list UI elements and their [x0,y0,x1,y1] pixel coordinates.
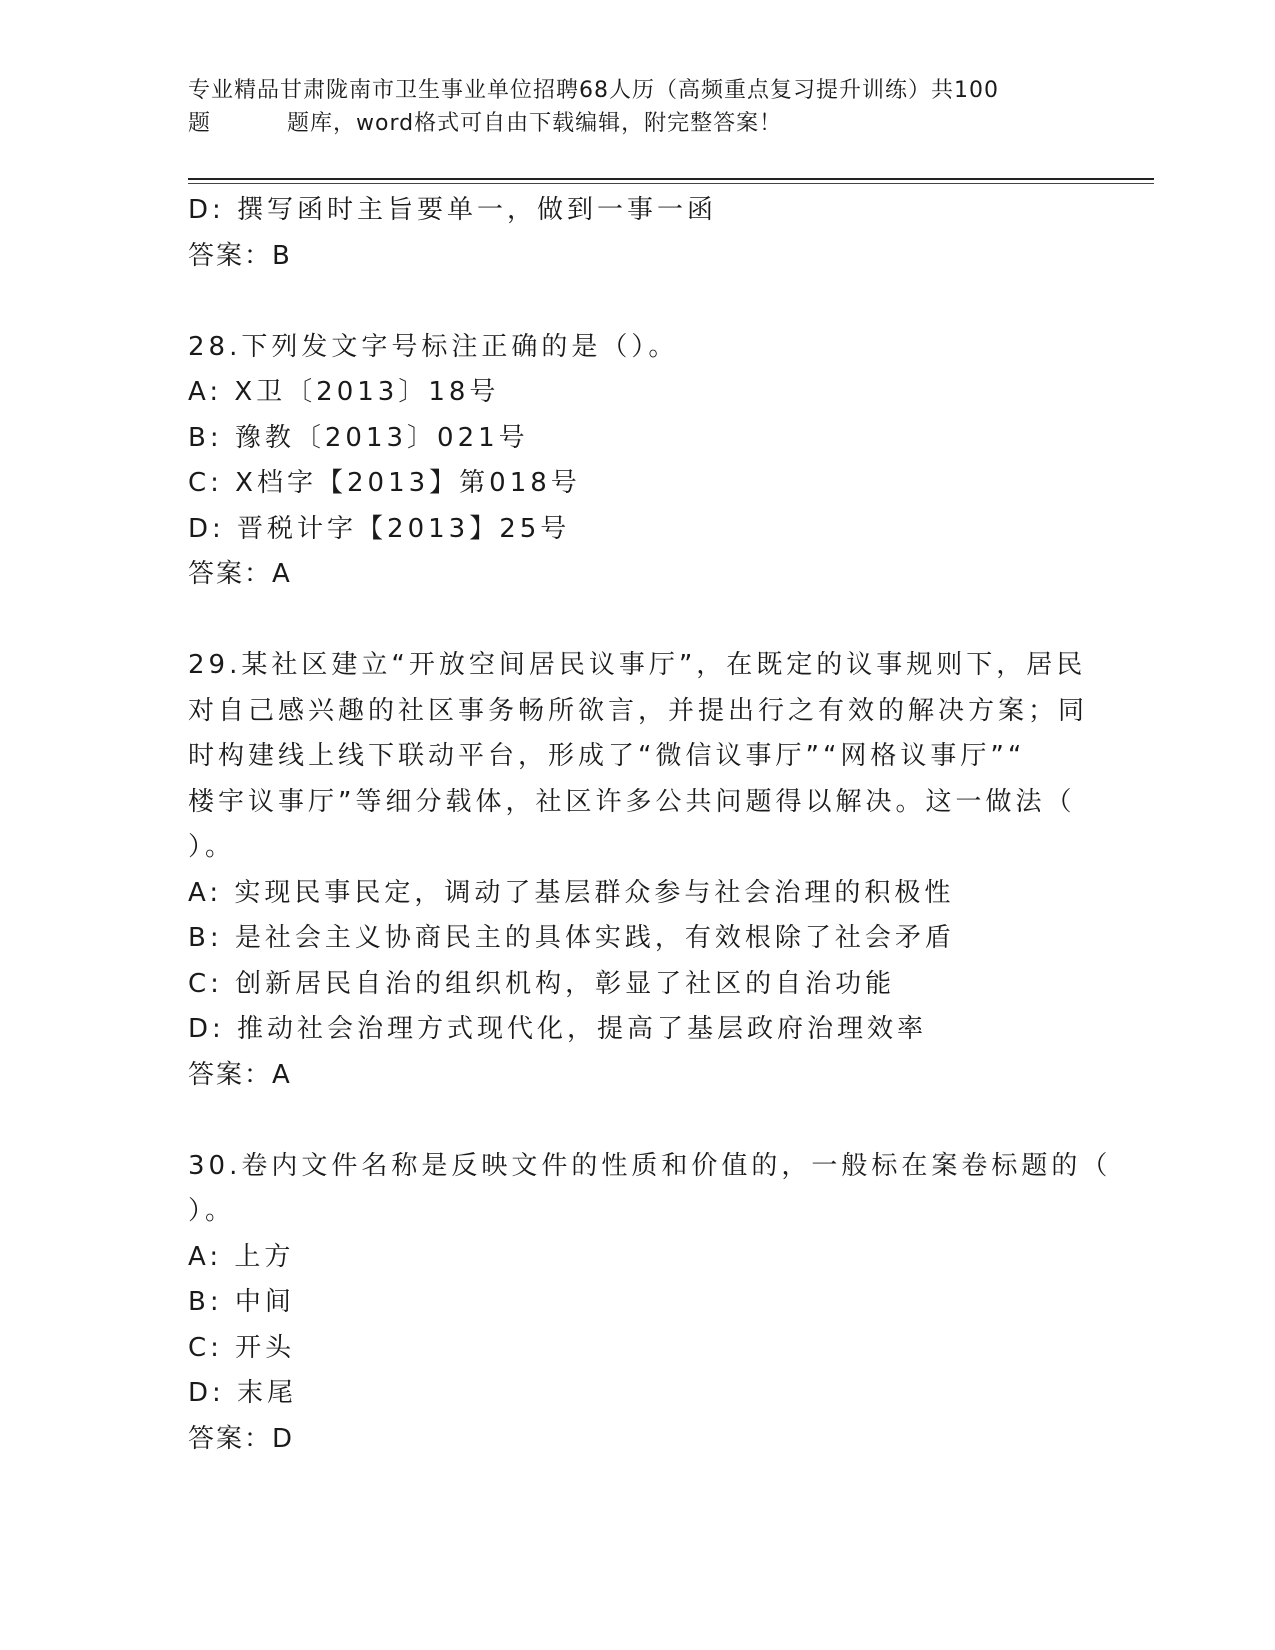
option-c: C: X档字【2013】第018号 [188,468,581,498]
option-d: D: 撰写函时主旨要单一，做到一事一函 [188,195,718,225]
question-stem: ）。 [188,1196,236,1226]
document-header [188,74,1088,140]
question-28 [188,325,1088,598]
option-a: A: X卫〔2013〕18号 [188,377,500,407]
header-title-line-2 [188,107,1088,140]
option-b: B: 豫教〔2013〕021号 [188,422,529,453]
previous-question-tail [188,188,1088,279]
question-stem: ）。 [188,832,236,862]
question-content [188,188,1112,1462]
header-title-fragment: 题 [188,111,212,136]
question-stem: 对自己感兴趣的社区事务畅所欲言，并提出行之有效的解决方案；同 [188,695,1089,726]
question-stem: 楼宇议事厅”等细分载体，社区许多公共问题得以解决。这一做法（ [188,786,1076,817]
question-stem: 30.卷内文件名称是反映文件的性质和价值的，一般标在案卷标题的（ [188,1150,1112,1181]
option-d: D: 推动社会治理方式现代化，提高了基层政府治理效率 [188,1014,928,1044]
header-divider-thin [188,183,1154,184]
answer-line: 答案：A [188,559,292,589]
option-d: D: 晋税计字【2013】25号 [188,513,571,544]
option-c: C: 开头 [188,1332,296,1363]
answer-line: 答案：D [188,1423,295,1454]
option-a: A: 上方 [188,1241,295,1272]
question-stem: 29.某社区建立“开放空间居民议事厅”，在既定的议事规则下，居民 [188,650,1087,680]
header-divider-thick [188,178,1154,180]
answer-line: 答案：A [188,1059,292,1090]
answer-line: 答案：B [188,240,292,271]
option-b: B: 是社会主义协商民主的具体实践，有效根除了社会矛盾 [188,923,955,953]
option-b: B: 中间 [188,1287,295,1317]
header-title-subtitle: 题库，word格式可自由下载编辑，附完整答案！ [287,111,783,136]
question-29 [188,643,1088,1098]
option-d: D: 末尾 [188,1378,298,1408]
option-a: A: 实现民事民定，调动了基层群众参与社会治理的积极性 [188,877,955,908]
question-stem: 时构建线上线下联动平台，形成了“微信议事厅”“网格议事厅”“ [188,741,1026,771]
question-stem: 28.下列发文字号标注正确的是（）。 [188,331,679,362]
option-c: C: 创新居民自治的组织机构，彰显了社区的自治功能 [188,968,896,999]
question-30 [188,1144,1112,1463]
header-title-line-1: 专业精品甘肃陇南市卫生事业单位招聘68人历（高频重点复习提升训练）共100 [188,78,999,103]
